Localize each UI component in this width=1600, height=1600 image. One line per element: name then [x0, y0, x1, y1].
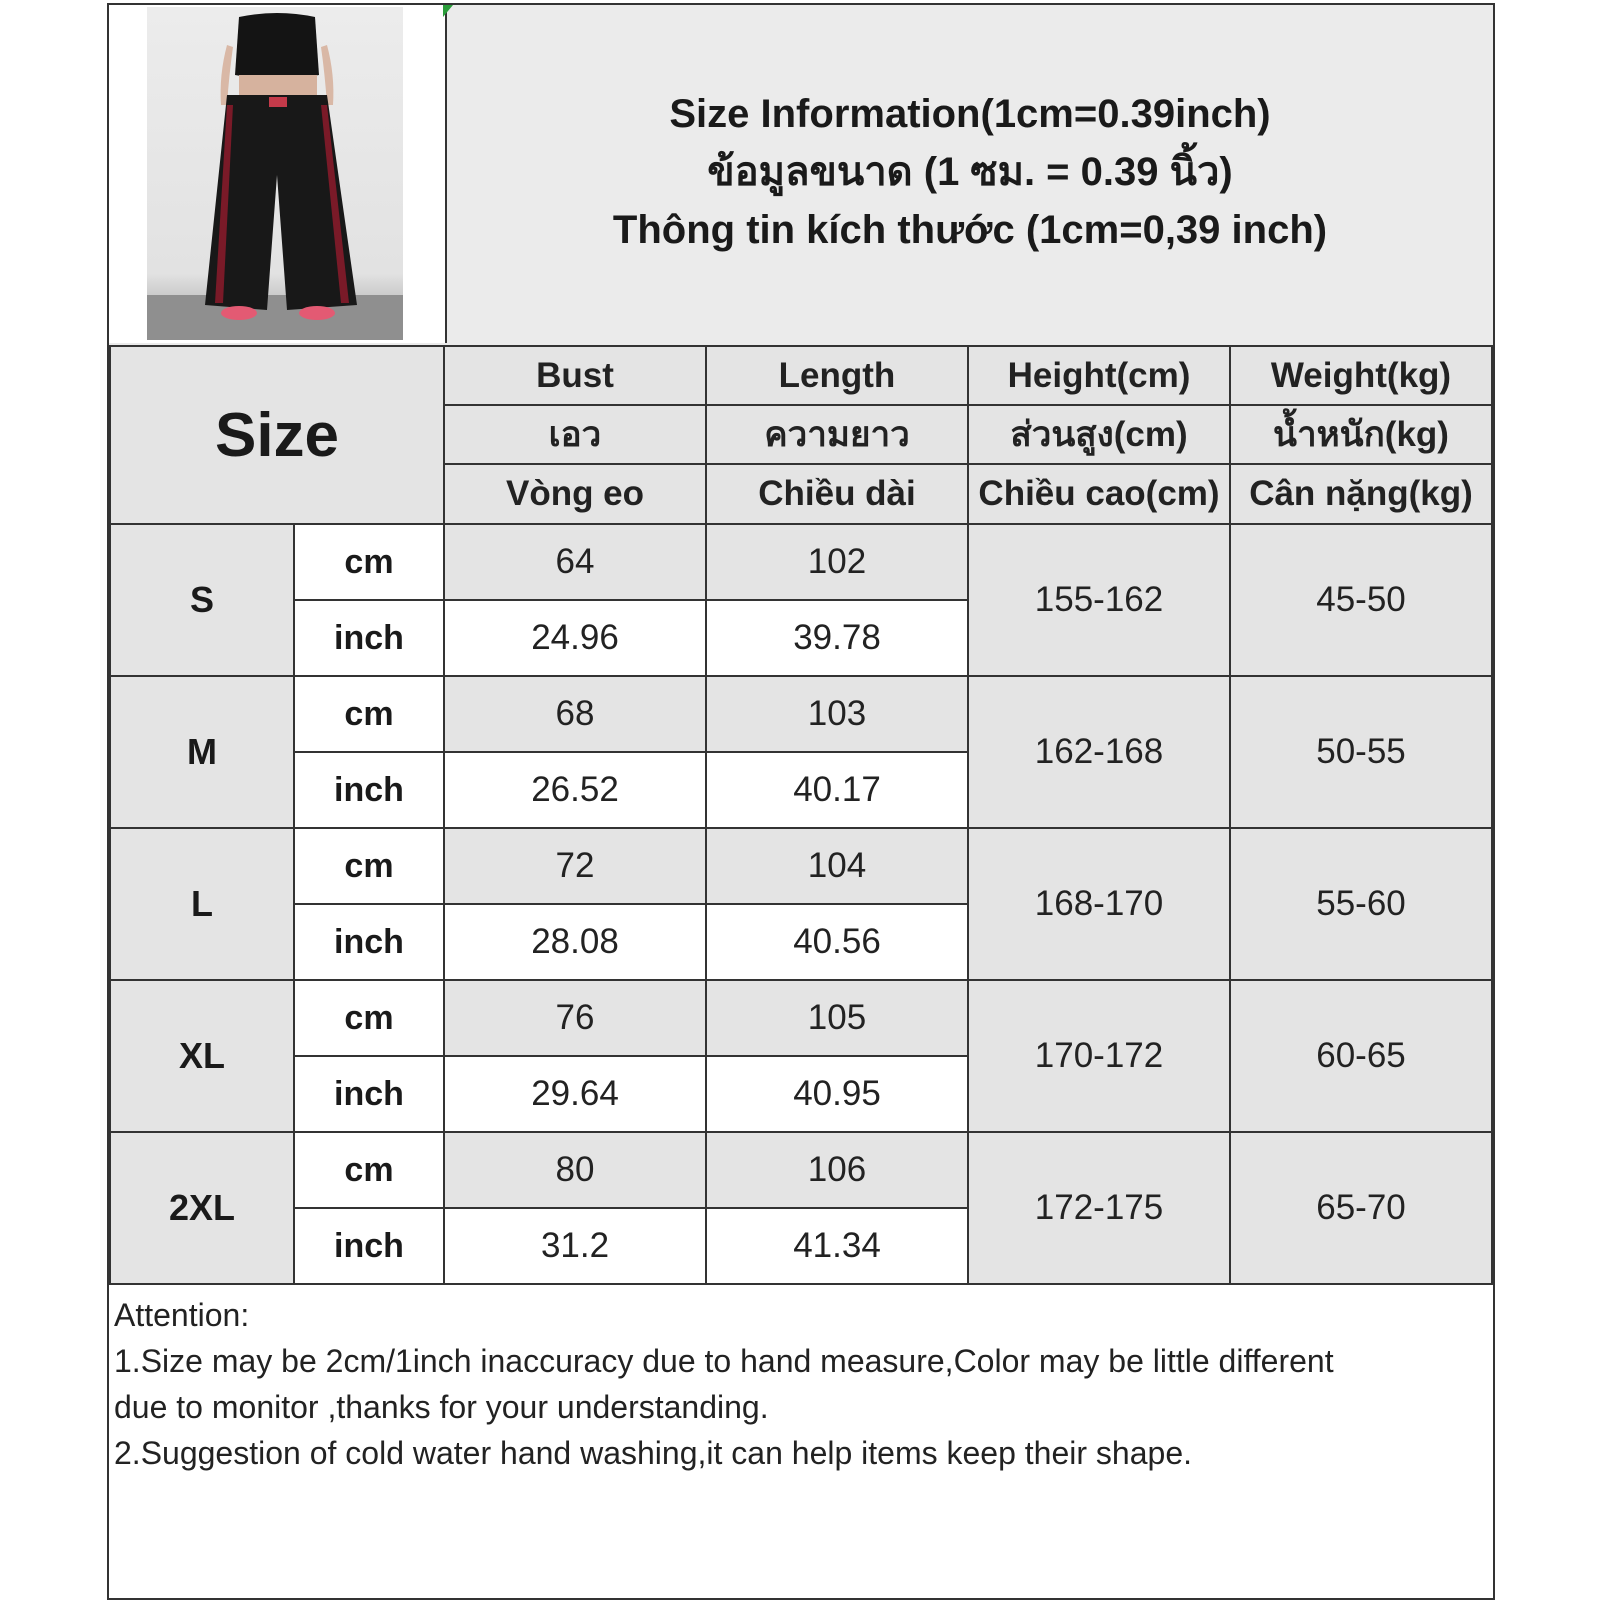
bust-header-en: Bust	[444, 346, 706, 405]
bust-cm-value: 80	[444, 1132, 706, 1208]
size-info-title	[447, 85, 1493, 259]
unit-inch: inch	[294, 752, 444, 828]
unit-cm: cm	[294, 676, 444, 752]
weight-range: 65-70	[1230, 1132, 1492, 1284]
unit-cm: cm	[294, 828, 444, 904]
weight-range: 45-50	[1230, 524, 1492, 676]
title-line-vi: Thông tin kích thước (1cm=0,39 inch)	[612, 208, 1328, 252]
height-range: 162-168	[968, 676, 1230, 828]
size-table	[109, 345, 1493, 1285]
length-header-en: Length	[706, 346, 968, 405]
title-line-en: Size Information(1cm=0.39inch)	[669, 92, 1271, 136]
length-inch-value: 40.95	[706, 1056, 968, 1132]
note-line: 1.Size may be 2cm/1inch inaccuracy due to hand measure,Color may be little different	[114, 1343, 1334, 1379]
size-column-header: Size	[110, 346, 444, 524]
corner-marker	[443, 5, 453, 17]
weight-header-th: น้ำหนัก(kg)	[1230, 405, 1492, 464]
bust-cm-value: 64	[444, 524, 706, 600]
unit-inch: inch	[294, 904, 444, 980]
weight-header-en: Weight(kg)	[1230, 346, 1492, 405]
length-inch-value: 40.17	[706, 752, 968, 828]
photo-cell	[109, 5, 447, 343]
bust-inch-value: 24.96	[444, 600, 706, 676]
bust-header-vi: Vòng eo	[444, 464, 706, 524]
length-cm-value: 103	[706, 676, 968, 752]
weight-range: 60-65	[1230, 980, 1492, 1132]
size-label: L	[110, 828, 294, 980]
unit-cm: cm	[294, 524, 444, 600]
size-label: XL	[110, 980, 294, 1132]
model-photo	[109, 5, 445, 343]
unit-cm: cm	[294, 980, 444, 1056]
length-header-th: ความยาว	[706, 405, 968, 464]
height-header-en: Height(cm)	[968, 346, 1230, 405]
height-range: 172-175	[968, 1132, 1230, 1284]
bust-inch-value: 28.08	[444, 904, 706, 980]
height-range: 155-162	[968, 524, 1230, 676]
height-header-th: ส่วนสูง(cm)	[968, 405, 1230, 464]
bust-header-th: เอว	[444, 405, 706, 464]
unit-inch: inch	[294, 1056, 444, 1132]
bust-cm-value: 76	[444, 980, 706, 1056]
note-line: 2.Suggestion of cold water hand washing,it can help items keep their shape.	[114, 1435, 1192, 1471]
chart-header	[109, 5, 1493, 347]
unit-inch: inch	[294, 1208, 444, 1284]
bust-inch-value: 31.2	[444, 1208, 706, 1284]
height-range: 168-170	[968, 828, 1230, 980]
bust-cm-value: 72	[444, 828, 706, 904]
length-cm-value: 105	[706, 980, 968, 1056]
title-line-th: ข้อมูลขนาด (1 ซม. = 0.39 นิ้ว)	[707, 150, 1233, 194]
bust-inch-value: 26.52	[444, 752, 706, 828]
bust-cm-value: 68	[444, 676, 706, 752]
size-chart	[107, 3, 1495, 1600]
length-cm-value: 106	[706, 1132, 968, 1208]
length-cm-value: 102	[706, 524, 968, 600]
height-range: 170-172	[968, 980, 1230, 1132]
height-header-vi: Chiều cao(cm)	[968, 464, 1230, 524]
length-cm-value: 104	[706, 828, 968, 904]
length-header-vi: Chiều dài	[706, 464, 968, 524]
length-inch-value: 41.34	[706, 1208, 968, 1284]
size-label: M	[110, 676, 294, 828]
size-label: S	[110, 524, 294, 676]
bust-inch-value: 29.64	[444, 1056, 706, 1132]
weight-header-vi: Cân nặng(kg)	[1230, 464, 1492, 524]
size-label: 2XL	[110, 1132, 294, 1284]
weight-range: 50-55	[1230, 676, 1492, 828]
weight-range: 55-60	[1230, 828, 1492, 980]
unit-inch: inch	[294, 600, 444, 676]
unit-cm: cm	[294, 1132, 444, 1208]
attention-heading: Attention:	[114, 1297, 250, 1333]
length-inch-value: 39.78	[706, 600, 968, 676]
attention-notes	[114, 1292, 1484, 1476]
length-inch-value: 40.56	[706, 904, 968, 980]
note-line: due to monitor ,thanks for your understanding.	[114, 1389, 769, 1425]
